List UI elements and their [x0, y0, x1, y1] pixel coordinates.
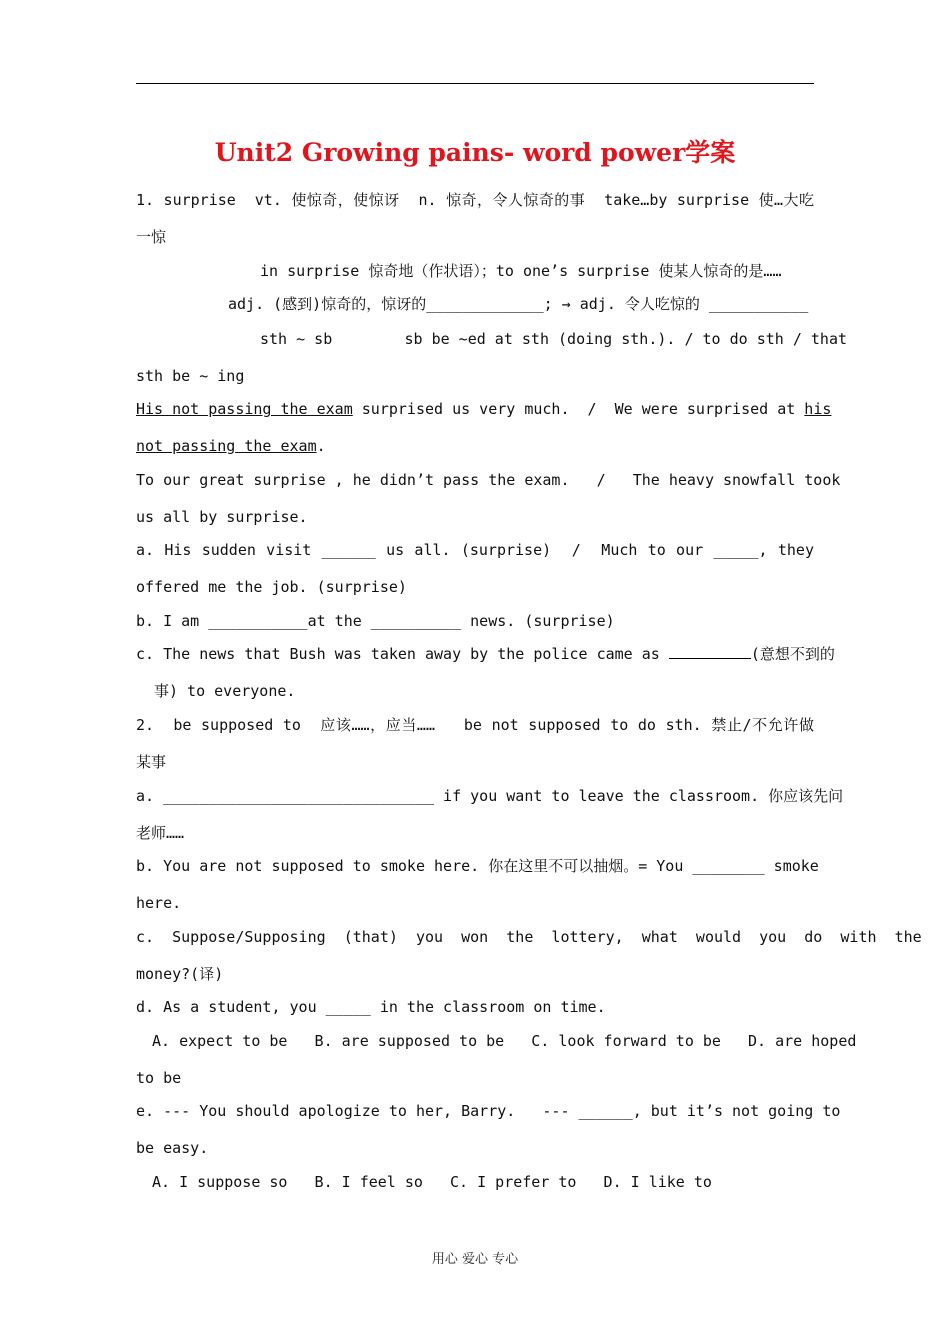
example-sentence-1-wrap	[136, 436, 326, 456]
exercise-a: a. His sudden visit ______ us all. (surprise) / Much to our _____, they	[136, 541, 814, 559]
sentence-text: surprised us very much. / We were surprised at	[352, 400, 805, 418]
exercise-2e-wrap: be easy.	[136, 1139, 209, 1157]
exercise-2b: b. You are not supposed to smoke here. 你在这里不可以抽烟。= You ________ smoke	[136, 857, 819, 875]
exercise-b: b. I am ___________at the __________ news. (surprise)	[136, 612, 615, 630]
item-1-line-wrap: 一惊	[136, 228, 167, 246]
item-2-line-wrap: 某事	[136, 753, 167, 771]
example-sentence-1	[136, 399, 832, 419]
item-1-line: 1. surprise vt. 使惊奇，使惊讶 n. 惊奇，令人惊奇的事 take…by surprise 使…大吃	[136, 191, 814, 209]
header-rule	[136, 83, 814, 84]
page-title: Unit2 Growing pains- word power学案	[214, 138, 736, 167]
exercise-2d-options-wrap: to be	[136, 1069, 182, 1087]
item-1-patterns-wrap: sth be ~ ing	[136, 367, 245, 385]
exercise-a-wrap: offered me the job. (surprise)	[136, 578, 407, 596]
item-1-adjectives: adj. (感到)惊奇的，惊讶的_____________; → adj. 令人吃惊的 ___________	[228, 295, 809, 313]
underlined-phrase: His not passing the exam	[136, 400, 353, 418]
answer-blank[interactable]	[669, 644, 751, 659]
sentence-text: c. The news that Bush was taken away by the police came as	[136, 645, 669, 663]
sentence-text: .	[316, 437, 326, 455]
exercise-2c-wrap: money?(译)	[136, 965, 224, 983]
exercise-2a-wrap: 老师……	[136, 824, 185, 842]
exercise-2a: a. ______________________________ if you want to leave the classroom. 你应该先问	[136, 787, 844, 805]
exercise-c	[136, 644, 835, 664]
underlined-phrase: his	[804, 400, 832, 418]
exercise-2e-options: A. I suppose so B. I feel so C. I prefer to D. I like to	[152, 1173, 712, 1191]
item-2-line: 2. be supposed to 应该……，应当…… be not supposed to do sth. 禁止/不允许做	[136, 716, 814, 734]
exercise-2e: e. --- You should apologize to her, Barry. --- ______, but it’s not going to	[136, 1102, 841, 1120]
exercise-2c: c. Suppose/Supposing (that) you won the lottery, what would you do with the	[136, 928, 922, 946]
item-1-phrases: in surprise 惊奇地（作状语）；to one’s surprise 使某人惊奇的是……	[260, 262, 782, 280]
item-1-patterns: sth ~ sb sb be ~ed at sth (doing sth.). / to do sth / that	[260, 330, 847, 348]
exercise-2d-options: A. expect to be B. are supposed to be C. look forward to be D. are hoped	[152, 1032, 857, 1050]
page-footer: 用心 爱心 专心	[431, 1252, 519, 1267]
sentence-text: (意想不到的	[750, 645, 835, 663]
exercise-2b-wrap: here.	[136, 894, 182, 912]
example-sentence-2-wrap: us all by surprise.	[136, 508, 308, 526]
example-sentence-2: To our great surprise , he didn’t pass the exam. / The heavy snowfall took	[136, 471, 841, 489]
exercise-c-wrap: 事) to everyone.	[154, 682, 296, 700]
underlined-phrase: not passing the exam	[136, 437, 317, 455]
exercise-2d: d. As a student, you _____ in the classroom on time.	[136, 998, 606, 1016]
